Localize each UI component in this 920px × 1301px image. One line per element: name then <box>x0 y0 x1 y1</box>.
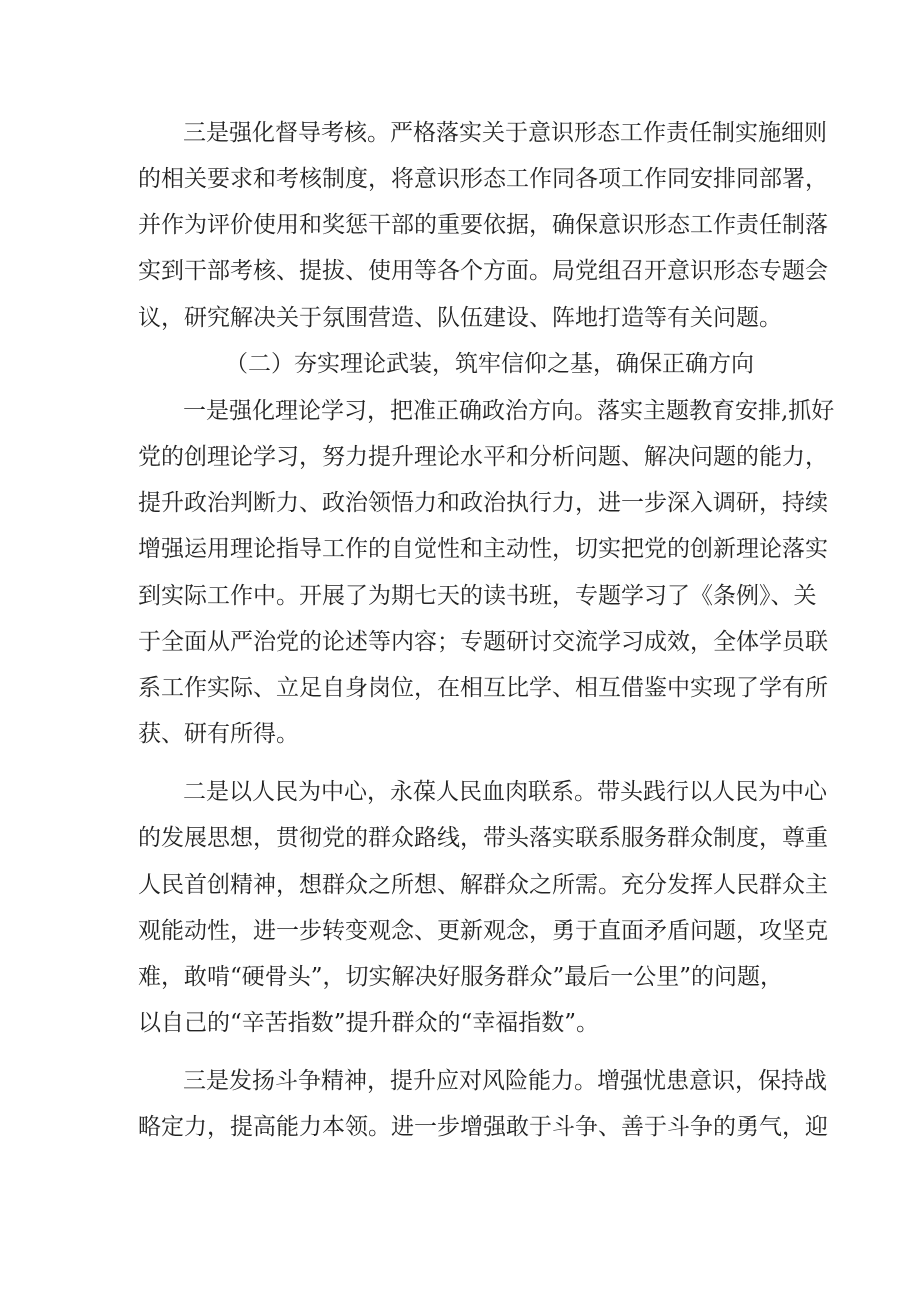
text-line <box>0 205 920 245</box>
line-text: 人民首创精神，想群众之所想、解群众之所需。充分发挥人民群众主 <box>138 872 828 898</box>
line-text: 难，敢啃“硬骨头”，切实解决好服务群众”最后一公里”的问题， <box>138 964 784 990</box>
text-line <box>0 159 920 199</box>
text-line <box>0 957 920 997</box>
text-line <box>0 911 920 951</box>
text-line <box>0 1003 920 1043</box>
line-text: 二是以人民为中心，永葆人民血肉联系。带头践行以人民为中心 <box>183 779 827 805</box>
line-text: 议，研究解决关于氛围营造、队伍建设、阵地打造等有关问题。 <box>138 305 782 331</box>
text-line <box>0 251 920 291</box>
line-text: 观能动性，进一步转变观念、更新观念，勇于直面矛盾问题，攻坚克 <box>138 918 828 944</box>
line-text: 三是发扬斗争精神，提升应对风险能力。增强忧患意识，保持战 <box>183 1068 827 1094</box>
text-line <box>0 483 920 523</box>
line-text: 到实际工作中。开展了为期七天的读书班，专题学习了《条例》、关 <box>138 583 817 609</box>
line-text: 略定力，提高能力本领。进一步增强敢于斗争、善于斗争的勇气，迎 <box>138 1114 828 1140</box>
text-line <box>0 1107 920 1147</box>
text-line <box>0 668 920 708</box>
line-text: 的发展思想，贯彻党的群众路线，带头落实联系服务群众制度，尊重 <box>138 825 828 851</box>
line-text: 并作为评价使用和奖惩干部的重要依据，确保意识形态工作责任制落 <box>138 212 828 238</box>
section-heading-text: （二）夯实理论武装，筑牢信仰之基，确保正确方向 <box>225 351 754 377</box>
text-line <box>0 113 920 153</box>
section-heading <box>0 344 920 384</box>
text-line <box>0 437 920 477</box>
line-text: 增强运用理论指导工作的自觉性和主动性，切实把党的创新理论落实 <box>138 536 828 562</box>
text-line <box>0 298 920 338</box>
line-text: 党的创理论学习，努力提升理论水平和分析问题、解决问题的能力， <box>138 444 828 470</box>
text-line <box>0 818 920 858</box>
text-line <box>0 1061 920 1101</box>
text-line <box>0 391 920 431</box>
text-line <box>0 529 920 569</box>
text-line <box>0 865 920 905</box>
line-text: 于全面从严治党的论述等内容；专题研讨交流学习成效，全体学员联 <box>138 629 828 655</box>
line-text: 的相关要求和考核制度，将意识形态工作同各项工作同安排同部署， <box>138 166 828 192</box>
text-line <box>0 622 920 662</box>
line-text: 以自己的“辛苦指数”提升群众的“幸福指数”。 <box>138 1010 600 1036</box>
text-line <box>0 772 920 812</box>
line-text: 实到干部考核、提拔、使用等各个方面。局党组召开意识形态专题会 <box>138 258 828 284</box>
line-text: 一是强化理论学习，把准正确政治方向。落实主题教育安排,抓好 <box>183 398 835 424</box>
line-text: 提升政治判断力、政治领悟力和政治执行力，进一步深入调研，持续 <box>138 490 828 516</box>
line-text: 三是强化督导考核。严格落实关于意识形态工作责任制实施细则 <box>183 120 827 146</box>
text-line <box>0 576 920 616</box>
text-line <box>0 714 920 754</box>
line-text: 获、研有所得。 <box>138 721 299 747</box>
line-text: 系工作实际、立足自身岗位，在相互比学、相互借鉴中实现了学有所 <box>138 675 828 701</box>
